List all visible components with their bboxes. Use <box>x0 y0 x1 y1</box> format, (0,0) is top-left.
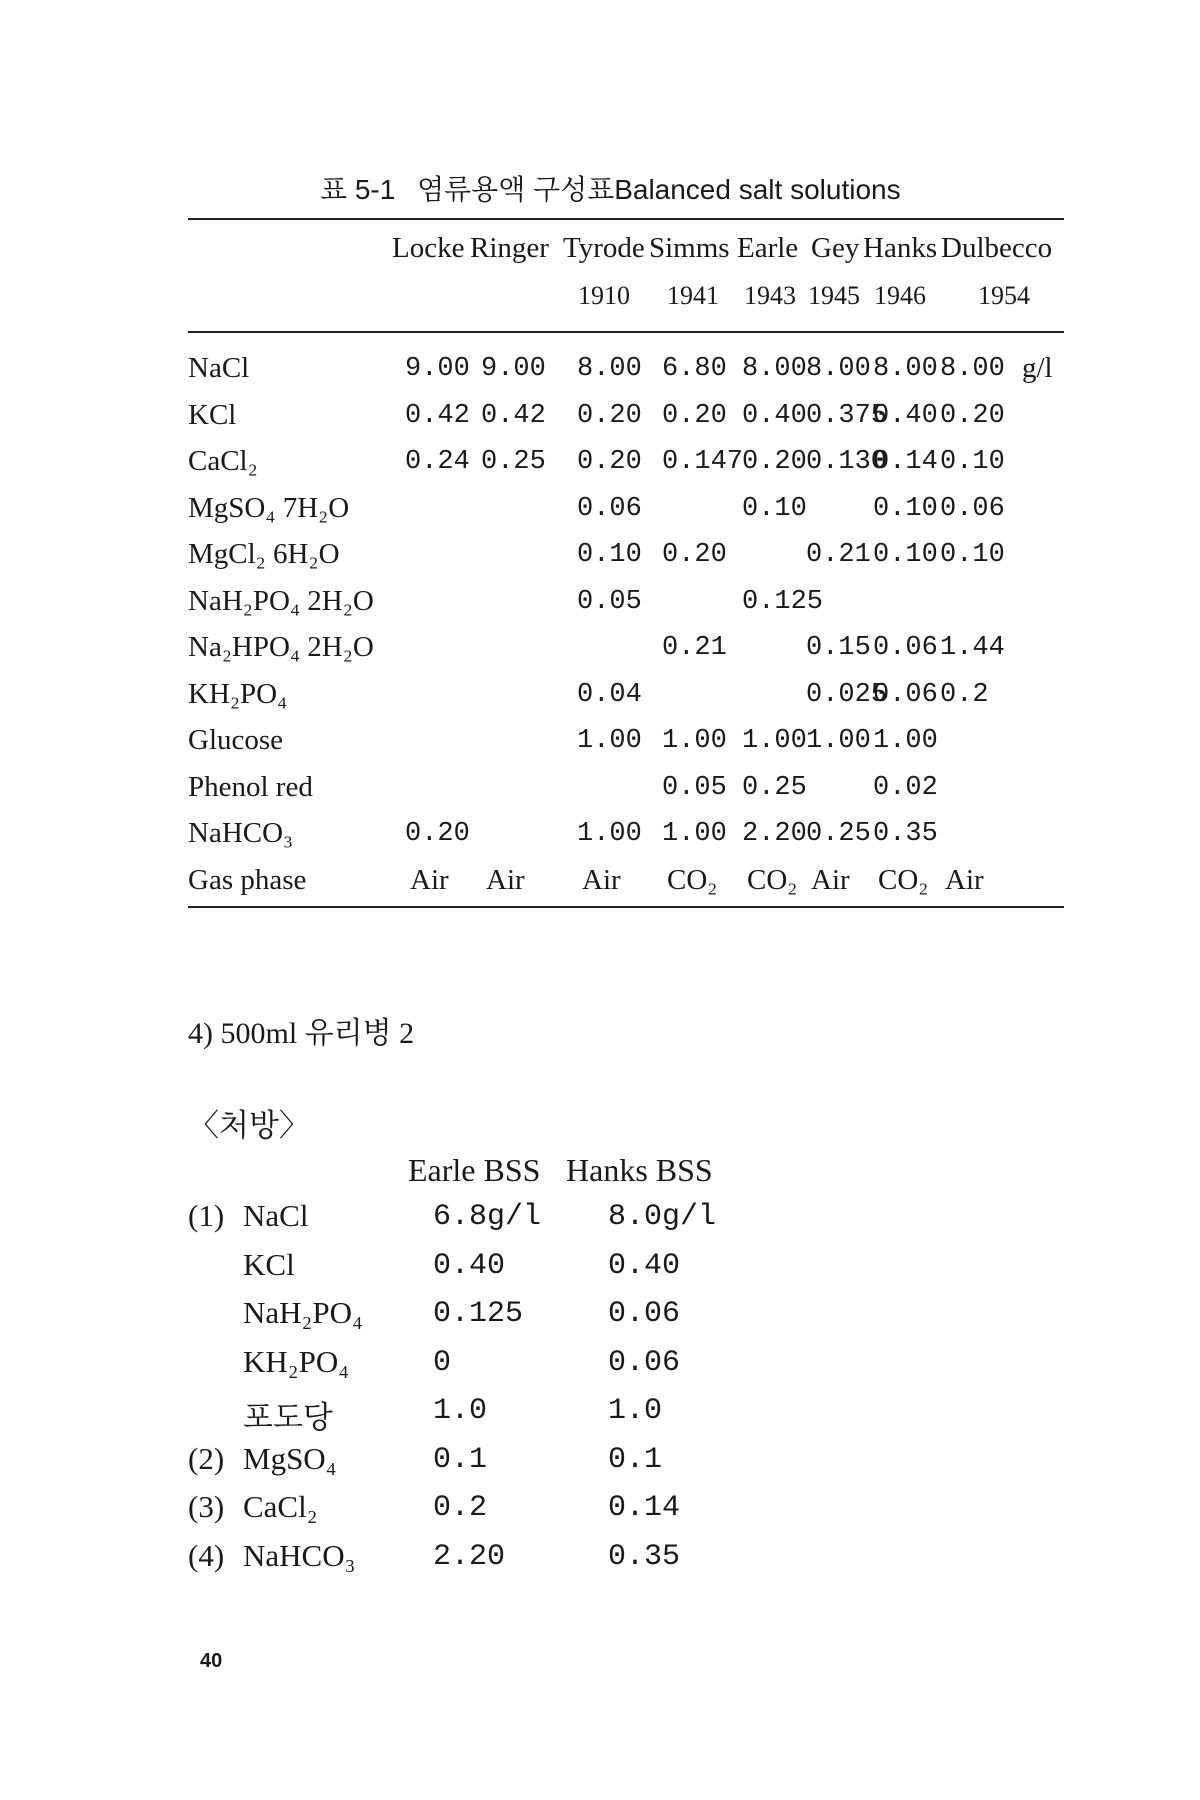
table-cell: 0.40 <box>873 400 938 431</box>
row-label: Gas phase <box>188 863 307 896</box>
table-cell: 0.147 <box>662 447 744 477</box>
prescription-number: (3) <box>188 1489 225 1524</box>
column-header: Simms <box>649 232 730 264</box>
table-cell: 8.00 <box>806 354 871 384</box>
table-cell: 0.21 <box>662 633 727 663</box>
prescription-earle-value: 0 <box>433 1345 452 1380</box>
row-label: Glucose <box>188 724 284 756</box>
prescription-ingredient: CaCl₂ <box>243 1489 318 1524</box>
table-cell: 0.10 <box>742 493 807 524</box>
table-cell: 0.25 <box>806 819 871 849</box>
row-label: NaH₂PO₄ 2H₂O <box>188 584 374 617</box>
table-cell: 1.00 <box>742 726 807 756</box>
prescription-hanks-value: 0.40 <box>608 1248 681 1283</box>
prescription-ingredient: NaCl <box>243 1198 309 1233</box>
table-cell: 0.125 <box>742 586 824 617</box>
prescription-ingredient: 포도당 <box>243 1400 333 1435</box>
table-cell: 0.40 <box>742 400 807 431</box>
table-cell: 0.42 <box>481 400 546 431</box>
table-cell: 0.20 <box>662 540 727 570</box>
table-cell: 2.20 <box>742 819 807 849</box>
prescription-hanks-value: 0.35 <box>608 1539 681 1574</box>
table-header-rule <box>188 331 1064 333</box>
table-cell: 0.05 <box>577 586 642 617</box>
prescription-number: (4) <box>188 1537 225 1573</box>
table-cell: 0.10 <box>940 540 1005 570</box>
prescription-hanks-value: 0.06 <box>608 1345 681 1380</box>
table-caption-label: 표 5-1 <box>320 174 396 205</box>
prescription-ingredient: NaH₂PO₄ <box>243 1295 363 1330</box>
table-cell: 8.00 <box>940 354 1005 384</box>
prescription-earle-value: 2.20 <box>433 1539 506 1574</box>
column-header: Tyrode <box>563 232 645 264</box>
row-label: MgSO₄ 7H₂O <box>188 491 350 524</box>
table-cell: 8.00 <box>873 354 938 384</box>
row-label: KCl <box>188 398 237 431</box>
column-year: 1954 <box>978 281 1030 310</box>
table-cell: 0.10 <box>577 540 642 570</box>
prescription-ingredient: NaHCO₃ <box>243 1537 356 1573</box>
table-cell: 0.15 <box>806 633 871 663</box>
prescription-hanks-value: 0.14 <box>608 1491 681 1525</box>
table-cell: 0.35 <box>873 819 938 849</box>
prescription-col-earle: Earle BSS <box>408 1152 541 1188</box>
prescription-hanks-value: 1.0 <box>608 1394 663 1428</box>
prescription-col-hanks: Hanks BSS <box>566 1152 713 1188</box>
table-cell: CO₂ <box>667 863 718 896</box>
column-year: 1910 <box>578 281 630 310</box>
table-caption <box>320 168 1080 208</box>
table-cell: 1.00 <box>873 726 938 756</box>
table-cell: Air <box>410 863 449 896</box>
table-cell: 0.06 <box>873 679 938 710</box>
row-label: Phenol red <box>188 770 313 803</box>
prescription-earle-value: 0.40 <box>433 1248 506 1283</box>
table-cell: 0.20 <box>662 400 727 431</box>
unit-label: g/l <box>1022 352 1053 384</box>
table-cell: 0.20 <box>940 400 1005 431</box>
table-cell: 0.375 <box>806 400 888 431</box>
item-4-heading: 4) 500ml 유리병 2 <box>188 1017 415 1050</box>
prescription-hanks-value: 0.06 <box>608 1297 681 1331</box>
table-cell: 0.25 <box>481 447 546 477</box>
table-top-rule <box>188 218 1064 220</box>
table-cell: 0.04 <box>577 679 642 710</box>
row-label: MgCl₂ 6H₂O <box>188 538 340 570</box>
table-cell: 1.00 <box>806 726 871 756</box>
table-cell: 0.02 <box>873 772 938 803</box>
column-header: Earle <box>737 232 799 264</box>
row-label: NaHCO₃ <box>188 817 294 849</box>
table-cell: Air <box>945 863 984 896</box>
table-cell: 1.00 <box>662 819 727 849</box>
table-cell: 0.25 <box>742 772 807 803</box>
table-cell: 0.24 <box>405 447 470 477</box>
row-label: KH₂PO₄ <box>188 677 288 710</box>
prescription-number: (1) <box>188 1198 225 1233</box>
table-cell: 6.80 <box>662 354 727 384</box>
prescription-earle-value: 6.8g/l <box>433 1200 542 1234</box>
table-cell: 0.025 <box>806 679 888 710</box>
table-cell: Air <box>582 863 621 896</box>
column-year: 1945 <box>808 281 860 310</box>
table-cell: 0.10 <box>873 540 938 570</box>
prescription-earle-value: 0.2 <box>433 1491 488 1525</box>
table-caption-title: 염류용액 구성표Balanced salt solutions <box>417 174 901 205</box>
column-header: Locke <box>392 232 465 264</box>
table-cell: 0.14 <box>873 447 938 477</box>
table-cell: CO₂ <box>747 863 798 896</box>
row-label: NaCl <box>188 352 250 384</box>
prescription-hanks-value: 8.0g/l <box>608 1200 717 1234</box>
table-cell: CO₂ <box>878 863 929 896</box>
row-label: CaCl₂ <box>188 445 258 477</box>
table-cell: 0.20 <box>577 400 642 431</box>
column-header: Dulbecco <box>941 232 1053 264</box>
prescription-hanks-value: 0.1 <box>608 1442 663 1477</box>
prescription-ingredient: KH₂PO₄ <box>243 1343 350 1379</box>
table-cell: 1.00 <box>662 726 727 756</box>
table-cell: 1.00 <box>577 726 642 756</box>
table-cell: 0.10 <box>940 447 1005 477</box>
column-year: 1943 <box>744 281 796 310</box>
table-cell: 0.20 <box>405 819 470 849</box>
table-cell: 0.10 <box>873 493 938 524</box>
prescription-earle-value: 0.1 <box>433 1442 488 1477</box>
prescription-heading: 〈처방〉 <box>188 1108 310 1143</box>
column-year: 1941 <box>667 281 719 310</box>
table-cell: 0.130 <box>806 447 888 477</box>
page-number: 40 <box>200 1650 223 1672</box>
table-cell: 0.2 <box>940 679 989 710</box>
table-cell: 8.00 <box>742 354 807 384</box>
table-bottom-rule <box>188 906 1064 908</box>
table-cell: Air <box>486 863 525 896</box>
column-header: Gey <box>811 232 860 264</box>
column-header: Ringer <box>470 232 549 264</box>
prescription-earle-value: 1.0 <box>433 1394 488 1428</box>
table-cell: 0.42 <box>405 400 470 431</box>
table-cell: 0.20 <box>577 447 642 477</box>
row-label: Na₂HPO₄ 2H₂O <box>188 631 374 663</box>
prescription-earle-value: 0.125 <box>433 1297 524 1331</box>
table-cell: 1.00 <box>577 819 642 849</box>
column-year: 1946 <box>874 281 926 310</box>
prescription-ingredient: KCl <box>243 1246 295 1282</box>
table-cell: 9.00 <box>481 354 546 384</box>
table-cell: 8.00 <box>577 354 642 384</box>
table-cell: 0.06 <box>873 633 938 663</box>
prescription-number: (2) <box>188 1440 225 1476</box>
table-cell: Air <box>811 863 850 896</box>
table-cell: 0.21 <box>806 540 871 570</box>
column-header: Hanks <box>863 232 938 264</box>
table-cell: 9.00 <box>405 354 470 384</box>
table-cell: 0.06 <box>577 493 642 524</box>
table-cell: 1.44 <box>940 633 1005 663</box>
table-cell: 0.20 <box>742 447 807 477</box>
table-cell: 0.06 <box>940 493 1005 524</box>
table-cell: 0.05 <box>662 772 727 803</box>
prescription-ingredient: MgSO₄ <box>243 1440 337 1476</box>
